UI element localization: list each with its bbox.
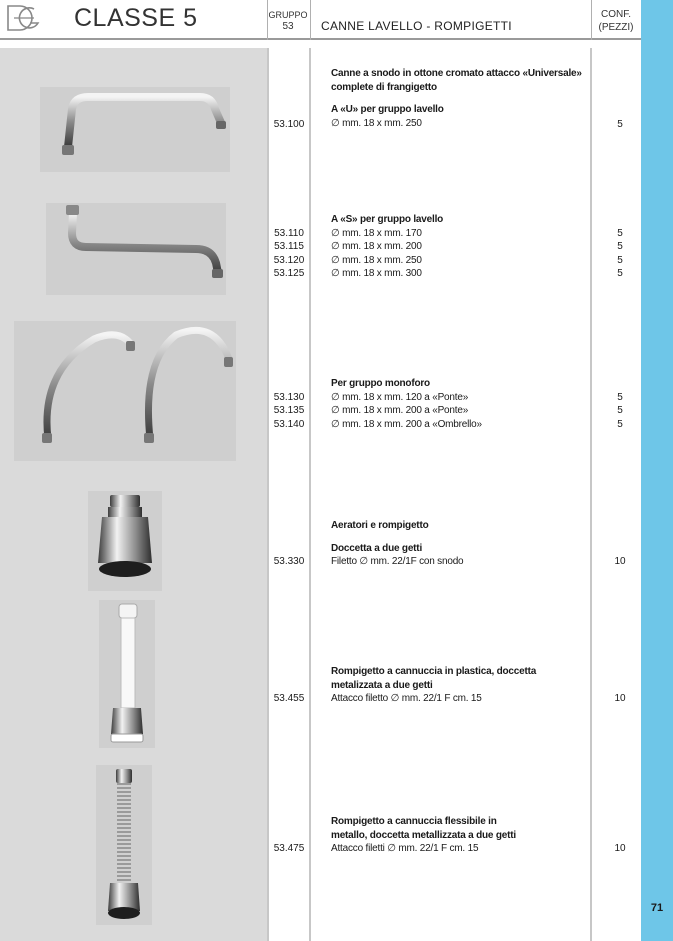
product-code: 53.100 <box>273 119 305 130</box>
product-description <box>331 67 586 130</box>
product-subtitle: Doccetta a due getti <box>331 542 423 554</box>
product-spec: Filetto ∅ mm. 22/1F con snodo <box>331 556 464 567</box>
product-code: 53.110 <box>274 227 304 239</box>
product-qty: 10 <box>614 843 626 854</box>
aerator-image <box>88 491 162 591</box>
product-codes <box>268 227 310 281</box>
product-description <box>331 665 586 706</box>
product-subtitle: Rompigetto a cannuccia in plastica, doccetta metalizzata a due getti <box>331 666 537 691</box>
product-qtys <box>596 227 644 281</box>
plastic-tube-breaker-image <box>99 600 155 748</box>
product-code: 53.330 <box>273 556 305 567</box>
flexible-tube-breaker-image <box>96 765 152 925</box>
conf-label-line2: (PEZZI) <box>598 22 634 33</box>
product-spec: ∅ mm. 18 x mm. 250 <box>331 117 422 129</box>
product-code: 53.475 <box>273 843 305 854</box>
product-heading: Aeratori e rompigetto <box>331 520 429 531</box>
product-qty: 5 <box>617 405 623 416</box>
product-heading: Canne a snodo in ottone cromato attacco «Universale» complete di frangigetto <box>331 68 582 93</box>
s-spout-image <box>46 203 226 295</box>
product-qty: 10 <box>614 693 626 704</box>
product-code: 53.125 <box>273 268 305 279</box>
gruppo-number: 53 <box>282 21 294 32</box>
monoforo-spouts-image <box>14 321 236 461</box>
product-spec: ∅ mm. 18 x mm. 200 a «Ponte» <box>331 405 469 416</box>
product-qty: 5 <box>617 268 623 279</box>
product-qty: 5 <box>617 418 623 430</box>
product-spec: ∅ mm. 18 x mm. 300 <box>331 268 422 279</box>
product-spec: ∅ mm. 18 x mm. 200 <box>331 241 422 252</box>
product-description <box>331 377 586 431</box>
column-divider <box>309 48 311 941</box>
product-code: 53.140 <box>273 418 305 430</box>
product-code: 53.130 <box>273 391 305 403</box>
conf-label <box>592 8 640 34</box>
product-codes <box>268 391 310 432</box>
product-subtitle: A «S» per gruppo lavello <box>331 214 444 225</box>
u-spout-image <box>40 87 230 172</box>
gruppo-label: GRUPPO <box>268 10 308 20</box>
product-code: 53.120 <box>273 254 305 266</box>
class-title: CLASSE 5 <box>74 4 198 32</box>
product-subtitle: Per gruppo monoforo <box>331 378 430 389</box>
side-strip <box>641 0 673 941</box>
product-qty: 5 <box>617 391 623 403</box>
page-number: 71 <box>650 902 664 914</box>
product-code: 53.135 <box>273 405 305 416</box>
page-header <box>0 0 641 40</box>
product-spec: Attacco filetto ∅ mm. 22/1 F cm. 15 <box>331 693 482 704</box>
product-spec: ∅ mm. 18 x mm. 170 <box>331 227 422 239</box>
product-qty: 5 <box>617 254 623 266</box>
product-qty: 5 <box>617 241 623 252</box>
product-description <box>331 815 531 856</box>
product-subtitle: Rompigetto a cannuccia flessibile in metallo, doccetta metallizzata a due getti <box>331 816 516 841</box>
product-code: 53.455 <box>273 693 305 704</box>
product-qty: 5 <box>617 119 623 130</box>
header-divider <box>267 0 268 40</box>
product-subtitle: A «U» per gruppo lavello <box>331 104 444 115</box>
product-qty: 10 <box>614 556 626 567</box>
product-description <box>331 213 586 281</box>
product-spec: ∅ mm. 18 x mm. 120 a «Ponte» <box>331 391 469 403</box>
product-spec: ∅ mm. 18 x mm. 250 <box>331 254 422 266</box>
product-spec: ∅ mm. 18 x mm. 200 a «Ombrello» <box>331 418 482 430</box>
column-divider <box>267 48 269 941</box>
section-title: CANNE LAVELLO - ROMPIGETTI <box>321 19 512 33</box>
column-divider <box>590 48 592 941</box>
company-logo <box>4 3 44 33</box>
product-code: 53.115 <box>274 241 304 252</box>
product-qty: 5 <box>617 227 623 239</box>
header-divider <box>310 0 311 40</box>
product-qtys <box>596 391 644 432</box>
product-spec: Attacco filetti ∅ mm. 22/1 F cm. 15 <box>331 843 479 854</box>
product-description <box>331 519 586 569</box>
conf-label-line1: CONF. <box>601 9 631 20</box>
